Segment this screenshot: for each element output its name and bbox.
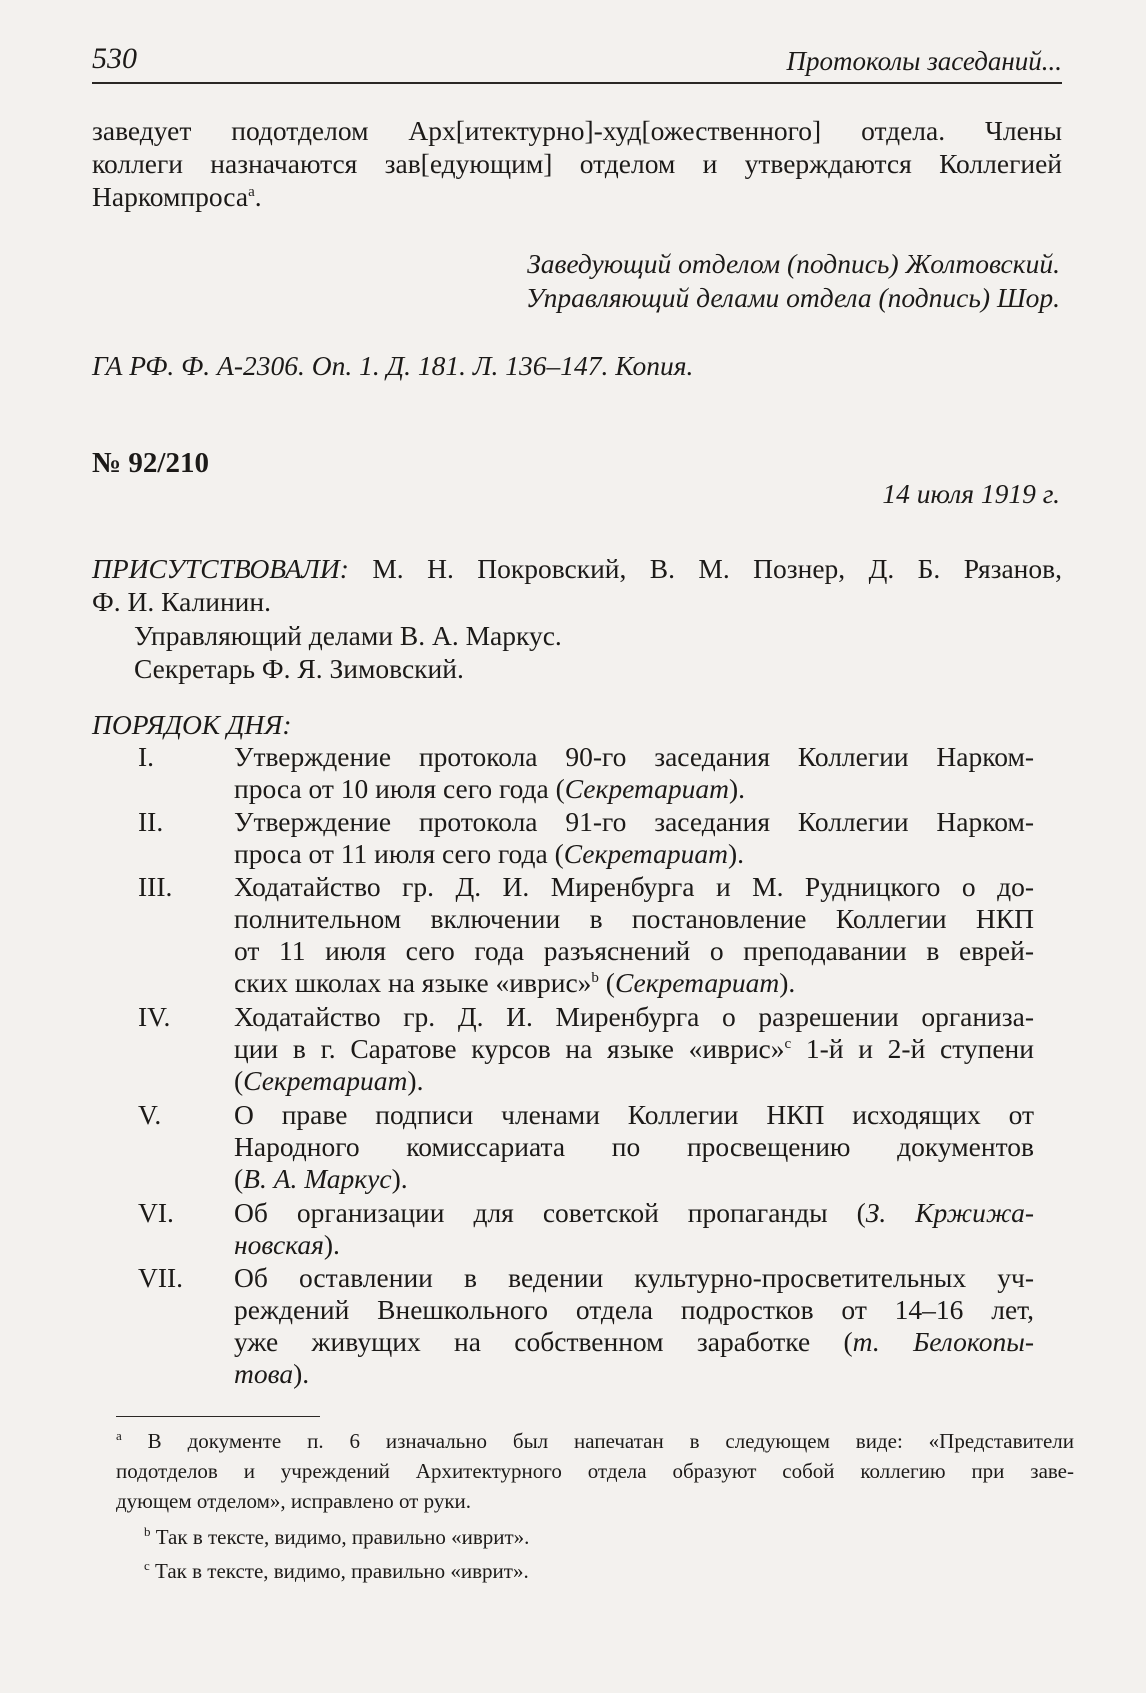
agenda-item-6-end: ).	[323, 1229, 340, 1260]
agenda-item-5	[234, 1099, 1034, 1195]
agenda-item-5-line-1: О праве подписи членами Коллегии НКП исходящих от	[234, 1099, 1034, 1130]
footnote-c-text: Так в тексте, видимо, правильно «иврит».	[155, 1559, 529, 1583]
agenda-item-7-end: ).	[293, 1358, 310, 1389]
agenda-item-6	[234, 1197, 1034, 1261]
agenda-item-7-line-2: реждений Внешкольного отдела подростков от 14–16 лет,	[234, 1294, 1034, 1325]
agenda-item-3-end: ).	[779, 967, 796, 998]
page-number: 530	[92, 42, 137, 75]
page-header	[92, 42, 1062, 84]
present-names-1: М. Н. Покровский, В. М. Познер, Д. Б. Рязанов,	[372, 553, 1062, 584]
agenda-item-1-end: ).	[729, 773, 746, 804]
agenda-item-3-line-1: Ходатайство гр. Д. И. Миренбурга и М. Рудницкого о до-	[234, 871, 1034, 902]
agenda-item-2-line-1: Утверждение протокола 91-го заседания Коллегии Нарком-	[234, 806, 1034, 837]
agenda-num-3: III.	[138, 871, 173, 902]
intro-line-3: Наркомпроса$^a$.	[92, 181, 262, 212]
agenda-item-3	[234, 871, 1034, 999]
intro-line-2: коллеги назначаются зав[едующим] отделом и утверждаются Коллегией	[92, 148, 1062, 179]
agenda-item-3-speaker: Секретариат	[614, 967, 780, 998]
agenda-item-3-line-4: ских школах на языке «иврис»	[234, 967, 592, 998]
present-secretary: Секретарь Ф. Я. Зимовский.	[134, 653, 464, 684]
agenda-item-4-line-2-end: 1-й и 2-й ступени	[791, 1033, 1034, 1064]
footnote-mark-b: b	[591, 970, 599, 986]
agenda-item-2	[234, 806, 1034, 870]
signature-head: Заведующий отделом (подпись) Жолтовский.	[527, 248, 1060, 279]
agenda-item-7-line-1: Об оставлении в ведении культурно-просветительных уч-	[234, 1262, 1034, 1293]
agenda-item-5-paren: (	[234, 1163, 244, 1194]
agenda-label: ПОРЯДОК ДНЯ:	[92, 709, 292, 740]
agenda-item-7-speaker-end: това	[234, 1358, 294, 1389]
agenda-num-1: I.	[138, 741, 155, 772]
agenda-num-4: IV.	[138, 1001, 171, 1032]
agenda-item-6-line-1: Об организации для советской пропаганды (	[234, 1197, 866, 1228]
agenda-item-5-speaker: В. А. Маркус	[243, 1163, 392, 1194]
agenda-item-2-speaker: Секретариат	[563, 838, 728, 869]
agenda-item-5-end: ).	[391, 1163, 408, 1194]
footnote-b	[144, 1522, 529, 1552]
agenda-item-3-line-3: от 11 июля сего года разъяснений о преподавании в еврей-	[234, 935, 1034, 966]
footnote-a-line-3: дующем отделом», исправлено от руки.	[116, 1489, 472, 1513]
present-line-1	[92, 552, 1062, 585]
present-manager: Управляющий делами В. А. Маркус.	[134, 620, 562, 651]
protocol-number: № 92/210	[92, 447, 209, 479]
signature-manager: Управляющий делами отдела (подпись) Шор.	[525, 282, 1060, 313]
agenda-item-4-line-1: Ходатайство гр. Д. И. Миренбурга о разрешении организа-	[234, 1001, 1034, 1032]
agenda-item-7-speaker: т. Белокопы-	[852, 1326, 1034, 1357]
present-label: ПРИСУТСТВОВАЛИ:	[92, 553, 349, 584]
agenda-num-2: II.	[138, 806, 164, 837]
footnote-b-text: Так в тексте, видимо, правильно «иврит».	[155, 1525, 530, 1549]
footnote-a-text-1: В документе п. 6 изначально был напечатан в следующем виде: «Представители	[147, 1429, 1075, 1453]
archive-reference: ГА РФ. Ф. А-2306. Оп. 1. Д. 181. Л. 136–147. Копия.	[92, 350, 694, 381]
intro-text: Наркомпроса	[92, 181, 249, 212]
agenda-item-1	[234, 741, 1034, 805]
agenda-item-6-speaker-end: новская	[234, 1229, 324, 1260]
present-names-2: Ф. И. Калинин.	[92, 586, 271, 617]
agenda-item-4-paren: (	[234, 1065, 244, 1096]
footnote-c-mark: c	[144, 1558, 150, 1573]
agenda-item-5-line-2: Народного комиссариата по просвещению документов	[234, 1131, 1034, 1162]
agenda-item-7-line-3: уже живущих на собственном заработке (	[234, 1326, 853, 1357]
footnote-a-line-1	[116, 1426, 1074, 1456]
running-title: Протоколы заседаний...	[786, 46, 1062, 76]
footnote-a-mark: a	[116, 1428, 122, 1443]
intro-line-1: заведует подотделом Арх[итектурно]-худ[ожественного] отдела. Члены	[92, 115, 1062, 146]
agenda-item-4	[234, 1001, 1034, 1097]
agenda-num-5: V.	[138, 1099, 162, 1130]
footnote-b-mark: b	[144, 1524, 151, 1539]
agenda-item-6-speaker: З. Кржижа-	[865, 1197, 1034, 1228]
agenda-item-3-line-2: полнительном включении в постановление Коллегии НКП	[234, 903, 1034, 934]
footnote-c	[144, 1556, 529, 1586]
agenda-item-4-line-2: ции в г. Саратове курсов на языке «иврис»	[234, 1033, 785, 1064]
footnote-mark-c: c	[784, 1036, 792, 1052]
agenda-item-2-line-2: проса от 11 июля сего года (	[234, 838, 564, 869]
footnote-separator	[116, 1416, 320, 1417]
protocol-date: 14 июля 1919 г.	[882, 478, 1060, 509]
agenda-item-7	[234, 1262, 1034, 1390]
agenda-item-1-speaker: Секретариат	[564, 773, 730, 804]
agenda-num-7: VII.	[138, 1262, 184, 1293]
agenda-item-4-speaker: Секретариат	[243, 1065, 408, 1096]
agenda-item-1-line-2: проса от 10 июля сего года (	[234, 773, 565, 804]
agenda-item-3-paren: (	[598, 967, 615, 998]
agenda-item-4-end: ).	[407, 1065, 424, 1096]
agenda-item-2-end: ).	[727, 838, 745, 869]
agenda-num-6: VI.	[138, 1197, 174, 1228]
agenda-item-1-line-1: Утверждение протокола 90-го заседания Коллегии Нарком-	[234, 741, 1034, 772]
footnote-a-line-2: подотделов и учреждений Архитектурного отдела образуют собой коллегию при заве-	[116, 1459, 1074, 1483]
footnote-mark-a: a	[248, 184, 255, 200]
